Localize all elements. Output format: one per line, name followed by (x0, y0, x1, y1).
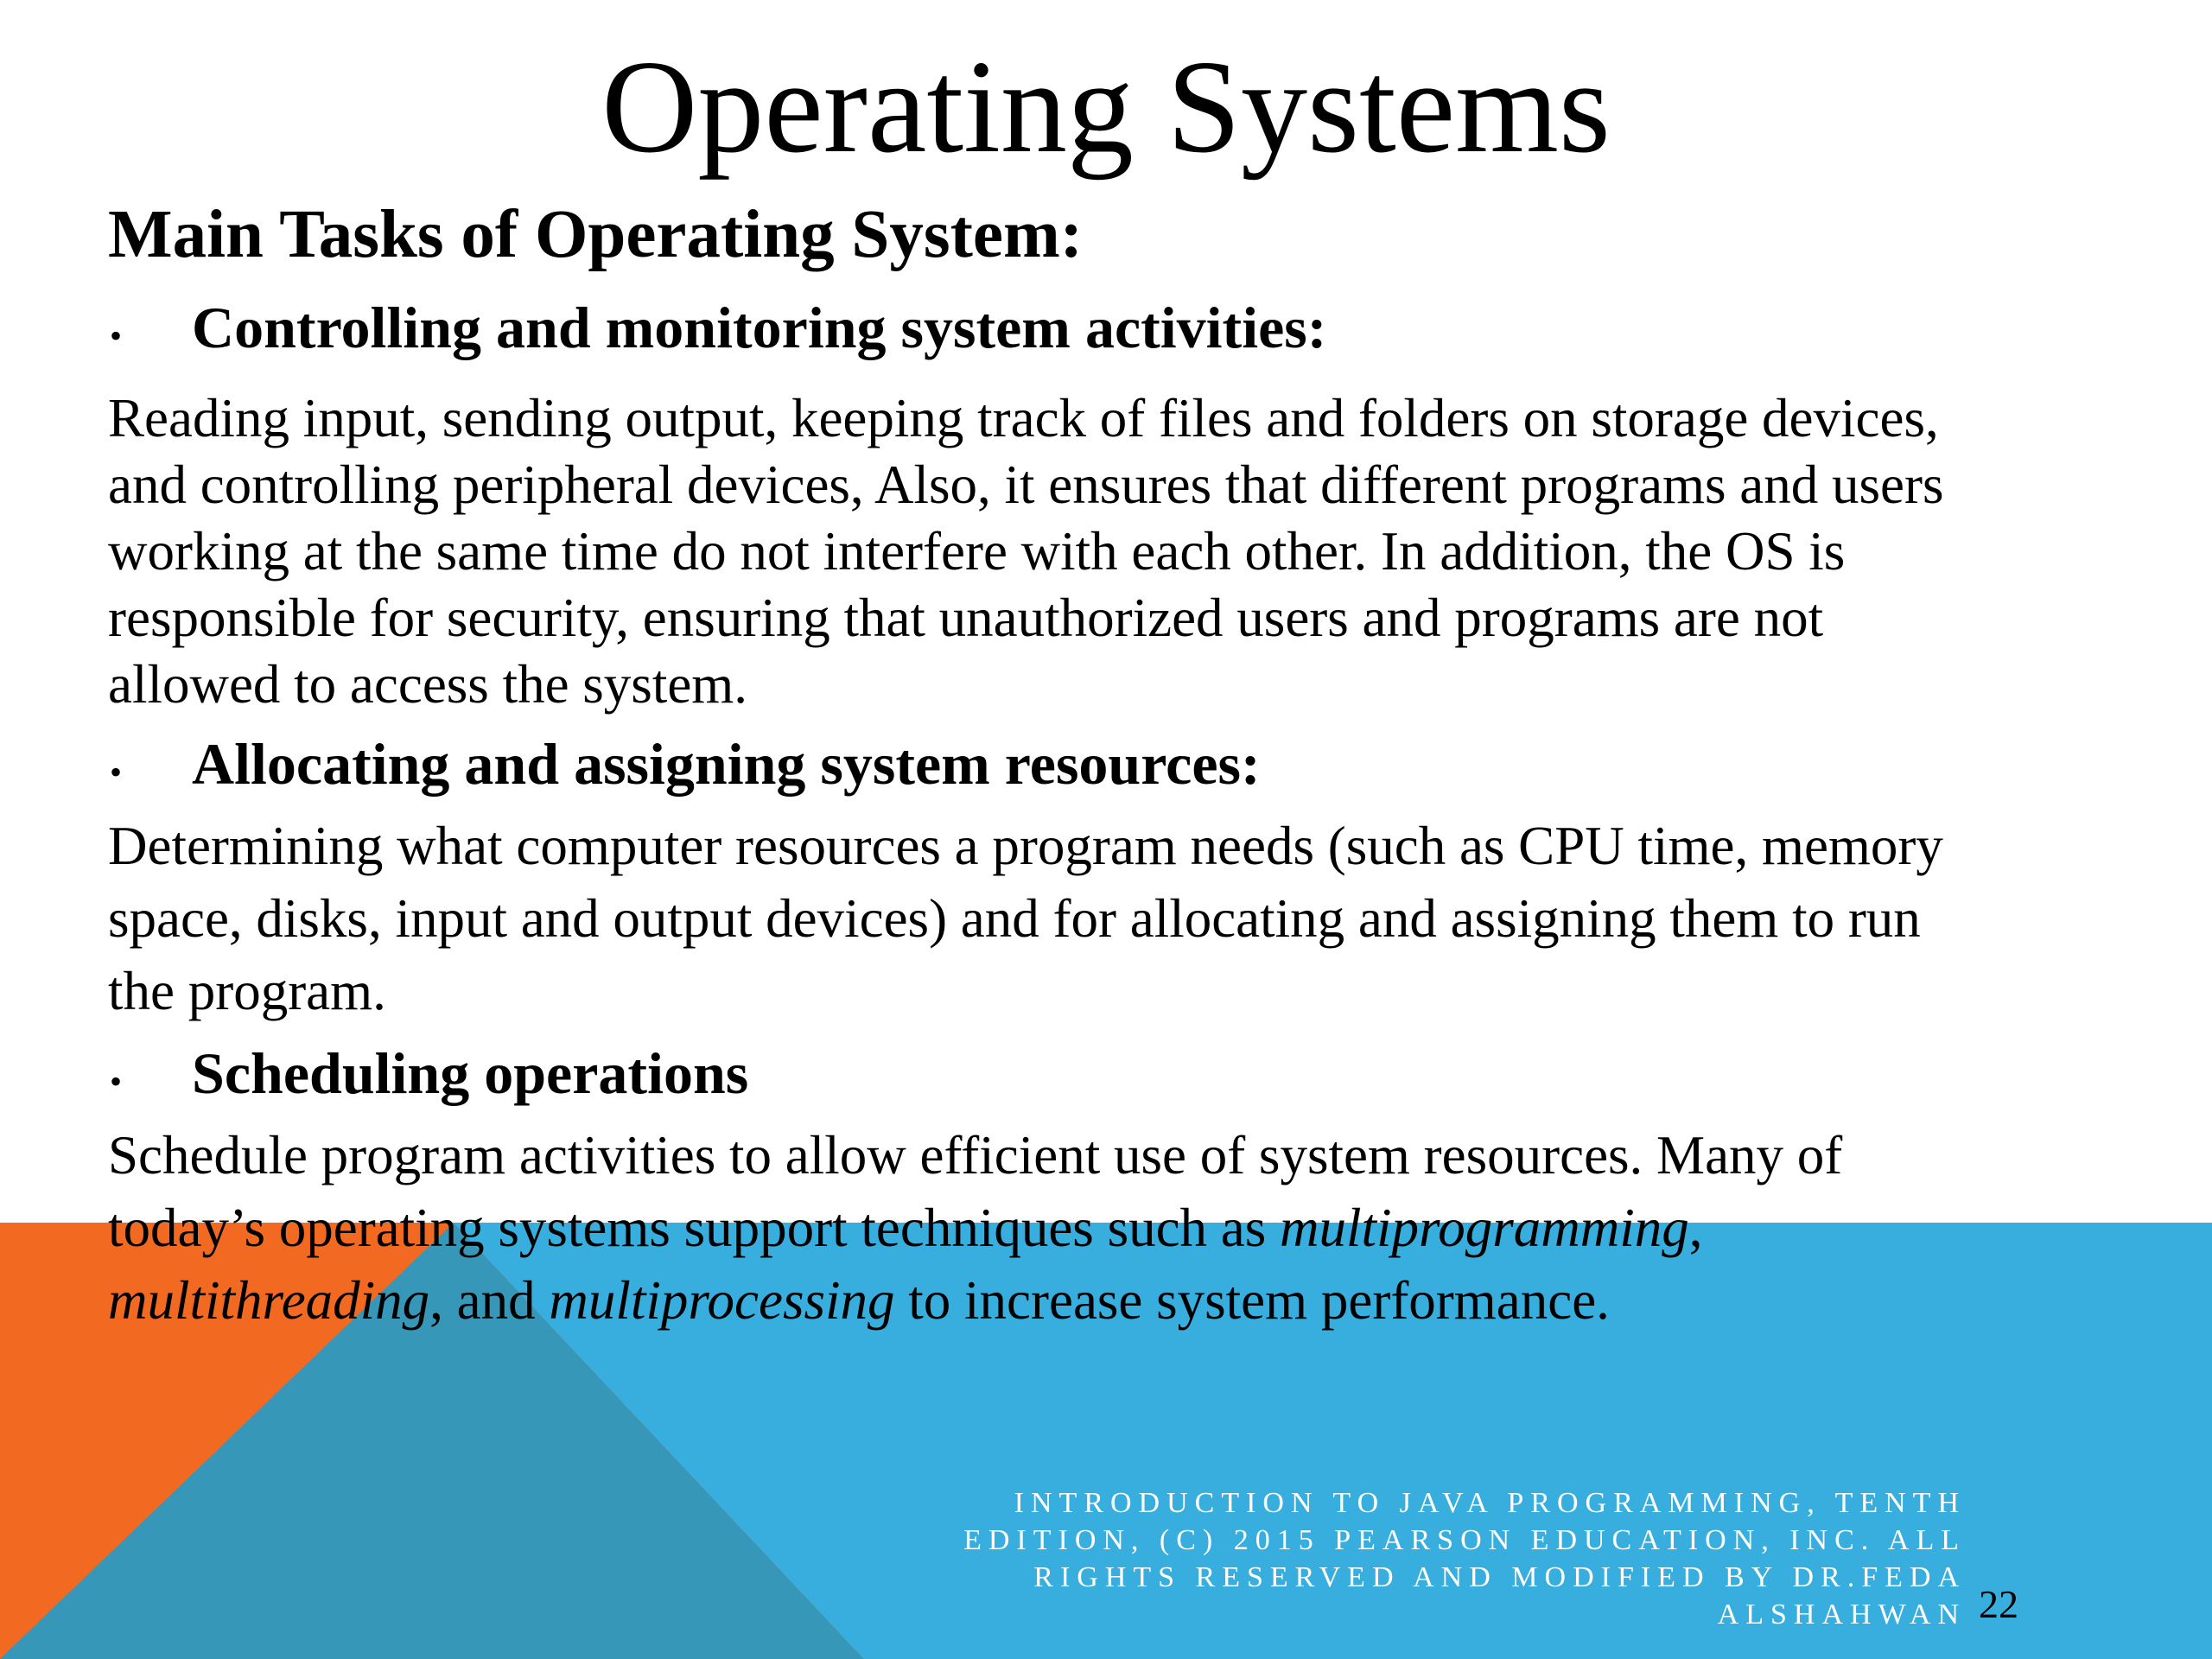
slide-title: Operating Systems (601, 34, 1611, 181)
bullet-dot: • (110, 1062, 123, 1101)
footer-line: EDITION, (C) 2015 PEARSON EDUCATION, INC. ALL (963, 1524, 1966, 1556)
paragraph-line: working at the same time do not interfere with each other. In addition, the OS is (108, 521, 1846, 582)
footer-line: INTRODUCTION TO JAVA PROGRAMMING, TENTH (1014, 1487, 1966, 1519)
paragraph-line: Reading input, sending output, keeping track of files and folders on storage devices, (108, 388, 1939, 448)
paragraph-scheduling (108, 1119, 2182, 1337)
footer-line: RIGHTS RESERVED AND MODIFIED BY DR.FEDA (1033, 1561, 1966, 1593)
paragraph-line: Determining what computer resources a program needs (such as CPU time, memory (108, 816, 1943, 876)
emphasis-term: multiprogramming (1280, 1198, 1689, 1258)
bullet-heading: Controlling and monitoring system activities: (192, 295, 1327, 360)
text-run: , (1688, 1198, 1703, 1258)
paragraph-line: space, disks, input and output devices) and for allocating and assigning them to run (108, 888, 1921, 949)
bullet-controlling (108, 290, 2182, 373)
bullet-heading: Allocating and assigning system resources: (192, 731, 1261, 797)
bullet-allocating (108, 727, 2182, 810)
footer-copyright (842, 1484, 1966, 1633)
bullet-heading: Scheduling operations (192, 1040, 749, 1106)
paragraph-line: allowed to access the system. (108, 654, 748, 715)
paragraph-line (108, 1192, 2182, 1264)
paragraph-line: and controlling peripheral devices, Also, it ensures that different programs and users (108, 454, 1944, 515)
section-heading: Main Tasks of Operating System: (108, 197, 1084, 272)
paragraph-line: Schedule program activities to allow efficient use of system resources. Many of (108, 1125, 1843, 1185)
paragraph-allocating (108, 810, 2182, 1027)
paragraph-line: the program. (108, 961, 386, 1021)
footer-line: ALSHAHWAN (1717, 1599, 1966, 1630)
paragraph-controlling (108, 385, 2182, 718)
bullet-scheduling (108, 1036, 2182, 1119)
emphasis-term: multiprocessing (549, 1270, 895, 1331)
text-run: today’s operating systems support techniques such as (108, 1198, 1281, 1258)
emphasis-term: multithreading (108, 1270, 430, 1331)
slide-content (108, 192, 2182, 1337)
text-run: , and (429, 1270, 550, 1331)
paragraph-line (108, 1264, 2182, 1337)
bullet-dot: • (110, 753, 123, 791)
text-run: to increase system performance. (894, 1270, 1610, 1331)
paragraph-line: responsible for security, ensuring that unauthorized users and programs are not (108, 588, 1824, 648)
bullet-dot: • (110, 316, 123, 355)
page-number: 22 (1979, 1582, 2018, 1626)
